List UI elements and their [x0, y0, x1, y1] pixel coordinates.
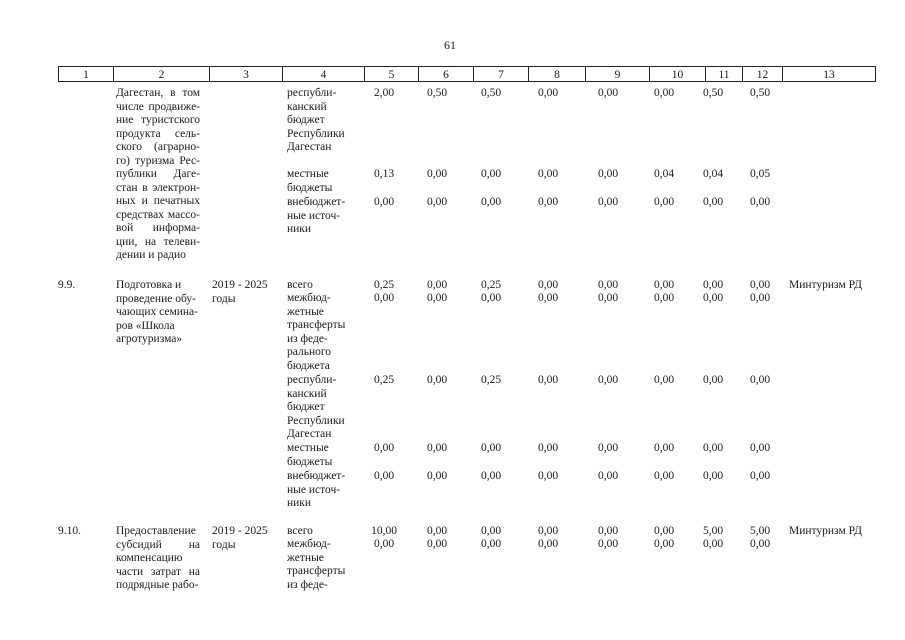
text-line: жетные [287, 305, 324, 318]
text-line: вой информа- [116, 222, 200, 234]
text-line: субсидий на [116, 538, 200, 551]
header-cell: 10 [649, 66, 705, 82]
text-line: ных и печатных [116, 195, 200, 207]
value-cell: 0,00 [537, 525, 559, 537]
value-cell: 0,00 [537, 470, 559, 482]
value-cell: 0,00 [426, 525, 448, 537]
text-line: из феде- [287, 578, 328, 591]
value-cell: 0,00 [702, 292, 724, 304]
value-cell: 0,00 [426, 442, 448, 454]
text-line: числе продвиже- [116, 100, 200, 113]
text-line: стан в электрон- [116, 181, 200, 194]
text-line: ные источ- [287, 483, 341, 496]
text-line: всего [287, 279, 313, 291]
text-line: ров «Школа [116, 319, 175, 332]
value-cell: 0,00 [373, 470, 395, 482]
text-line: бюджеты [287, 181, 333, 194]
value-cell: 0,00 [537, 292, 559, 304]
value-cell: 0,00 [480, 538, 502, 550]
value-cell: 0,00 [653, 279, 675, 291]
text-line: всего [287, 525, 313, 537]
value-cell: 5,00 [749, 525, 771, 537]
text-line: ции, на телеви- [116, 235, 200, 248]
text-line: ники [287, 497, 312, 509]
value-cell: 0,00 [749, 442, 771, 454]
value-cell: 0,00 [702, 374, 724, 386]
value-cell: 0,00 [537, 168, 559, 180]
text-line: Республики [287, 127, 345, 140]
value-cell: 0,00 [480, 470, 502, 482]
value-cell: 0,00 [702, 538, 724, 550]
text-line: внебюджет- [287, 196, 346, 208]
text-line: Предоставление [116, 525, 196, 537]
value-cell: 0,00 [480, 292, 502, 304]
value-cell: 0,00 [537, 196, 559, 208]
value-cell: 0,25 [373, 279, 395, 291]
text-line: трансферты [287, 319, 346, 331]
value-cell: 0,00 [597, 168, 619, 180]
value-cell: 0,00 [537, 442, 559, 454]
value-cell: 0,00 [749, 196, 771, 208]
text-line: публики Даге- [116, 168, 200, 180]
text-line: межбюд- [287, 538, 331, 550]
value-cell: 0,00 [597, 525, 619, 537]
text-line: межбюд- [287, 292, 331, 304]
header-cell: 3 [209, 66, 282, 82]
header-cell: 13 [782, 66, 876, 82]
text-line: Подготовка и [116, 279, 182, 291]
text-line: бюджеты [287, 455, 333, 468]
value-cell: 0,00 [426, 196, 448, 208]
value-cell: 0,00 [537, 374, 559, 386]
header-cell: 4 [282, 66, 364, 82]
text-line: го) туризма Рес- [116, 154, 200, 167]
header-cell: 2 [113, 66, 209, 82]
value-cell: 0,00 [373, 196, 395, 208]
value-cell: 0,50 [480, 87, 502, 99]
value-cell: 0,00 [749, 538, 771, 550]
value-cell: 0,00 [537, 279, 559, 291]
text-line: бюджет [287, 401, 325, 413]
header-cell: 9 [585, 66, 649, 82]
value-cell: 0,00 [597, 292, 619, 304]
value-cell: 0,00 [537, 87, 559, 99]
item-period: 2019 - 2025 годы [212, 279, 268, 305]
value-cell: 0,00 [373, 442, 395, 454]
value-cell: 0,00 [653, 292, 675, 304]
text-line: Дагестан, в том [116, 87, 200, 99]
value-cell: 0,00 [426, 168, 448, 180]
header-cell: 6 [418, 66, 473, 82]
value-cell: 0,00 [653, 87, 675, 99]
text-line: бюджет [287, 114, 325, 126]
text-line: компенсацию [116, 552, 183, 564]
text-line: Дагестан [287, 141, 332, 153]
value-cell: 0,00 [653, 196, 675, 208]
table-header-row [58, 66, 876, 83]
value-cell: 0,00 [653, 470, 675, 482]
value-cell: 0,50 [749, 87, 771, 99]
value-cell: 0,00 [480, 168, 502, 180]
text-line: местные [287, 442, 329, 454]
header-cell: 7 [473, 66, 528, 82]
text-line: агротуризма» [116, 333, 183, 345]
value-cell: 0,25 [373, 374, 395, 386]
value-cell: 0,50 [702, 87, 724, 99]
text-line: ского (аграрно- [116, 141, 200, 153]
value-cell: 0,05 [749, 168, 771, 180]
value-cell: 0,00 [597, 279, 619, 291]
value-cell: 0,25 [480, 279, 502, 291]
text-line: Дагестан [287, 428, 332, 440]
text-line: бюджета [287, 359, 330, 372]
value-cell: 0,00 [426, 292, 448, 304]
value-cell: 0,00 [749, 279, 771, 291]
text-line: части затрат на [116, 565, 200, 578]
item-executor: Минтуризм РД [789, 279, 862, 291]
value-cell: 0,00 [597, 374, 619, 386]
value-cell: 0,00 [480, 442, 502, 454]
value-cell: 0,50 [426, 87, 448, 99]
text-line: канский [287, 100, 327, 113]
value-cell: 0,00 [426, 538, 448, 550]
text-line: местные [287, 168, 329, 180]
item-executor: Минтуризм РД [789, 525, 862, 537]
item-period: 2019 - 2025 годы [212, 525, 268, 551]
header-cell: 1 [58, 66, 113, 82]
value-cell: 2,00 [373, 87, 395, 99]
text-line: ные источ- [287, 209, 341, 222]
value-cell: 0,00 [749, 470, 771, 482]
value-cell: 0,00 [597, 538, 619, 550]
value-cell: 0,00 [653, 525, 675, 537]
value-cell: 0,00 [653, 442, 675, 454]
item-number: 9.9. [58, 279, 76, 291]
value-cell: 5,00 [702, 525, 724, 537]
value-cell: 0,00 [426, 279, 448, 291]
text-line: продукта сель- [116, 127, 200, 140]
value-cell: 0,00 [749, 292, 771, 304]
value-cell: 0,00 [373, 292, 395, 304]
header-cell: 5 [364, 66, 418, 82]
value-cell: 0,00 [653, 538, 675, 550]
value-cell: 0,00 [537, 538, 559, 550]
text-line: республи- [287, 87, 337, 99]
value-cell: 0,13 [373, 168, 395, 180]
value-cell: 0,00 [597, 442, 619, 454]
value-cell: 0,00 [373, 538, 395, 550]
text-line: трансферты [287, 565, 346, 577]
value-cell: 0,25 [480, 374, 502, 386]
value-cell: 0,04 [702, 168, 724, 180]
text-line: республи- [287, 374, 337, 386]
value-cell: 0,00 [426, 374, 448, 386]
text-line: дении и радио [116, 249, 186, 261]
value-cell: 0,00 [749, 374, 771, 386]
text-line: ние туристского [116, 114, 200, 126]
page-number: 61 [444, 38, 456, 52]
value-cell: 0,04 [653, 168, 675, 180]
text-line: рального [287, 346, 332, 358]
value-cell: 0,00 [702, 279, 724, 291]
header-cell: 11 [705, 66, 742, 82]
header-cell: 12 [742, 66, 782, 82]
value-cell: 0,00 [702, 470, 724, 482]
value-cell: 10,00 [371, 525, 397, 537]
text-line: жетные [287, 551, 324, 564]
value-cell: 0,00 [426, 470, 448, 482]
text-line: ники [287, 223, 312, 235]
text-line: средствах массо- [116, 208, 200, 221]
text-line: внебюджет- [287, 470, 346, 482]
value-cell: 0,00 [702, 442, 724, 454]
text-line: подрядные рабо- [116, 579, 199, 591]
text-line: Республики [287, 414, 345, 427]
value-cell: 0,00 [702, 196, 724, 208]
value-cell: 0,00 [480, 196, 502, 208]
value-cell: 0,00 [653, 374, 675, 386]
header-cell: 8 [528, 66, 585, 82]
text-line: проведение обу- [116, 292, 196, 305]
text-line: чающих семина- [116, 306, 198, 318]
value-cell: 0,00 [597, 470, 619, 482]
item-number: 9.10. [58, 525, 81, 537]
value-cell: 0,00 [597, 87, 619, 99]
value-cell: 0,00 [480, 525, 502, 537]
text-line: из феде- [287, 332, 328, 345]
text-line: канский [287, 387, 327, 400]
value-cell: 0,00 [597, 196, 619, 208]
